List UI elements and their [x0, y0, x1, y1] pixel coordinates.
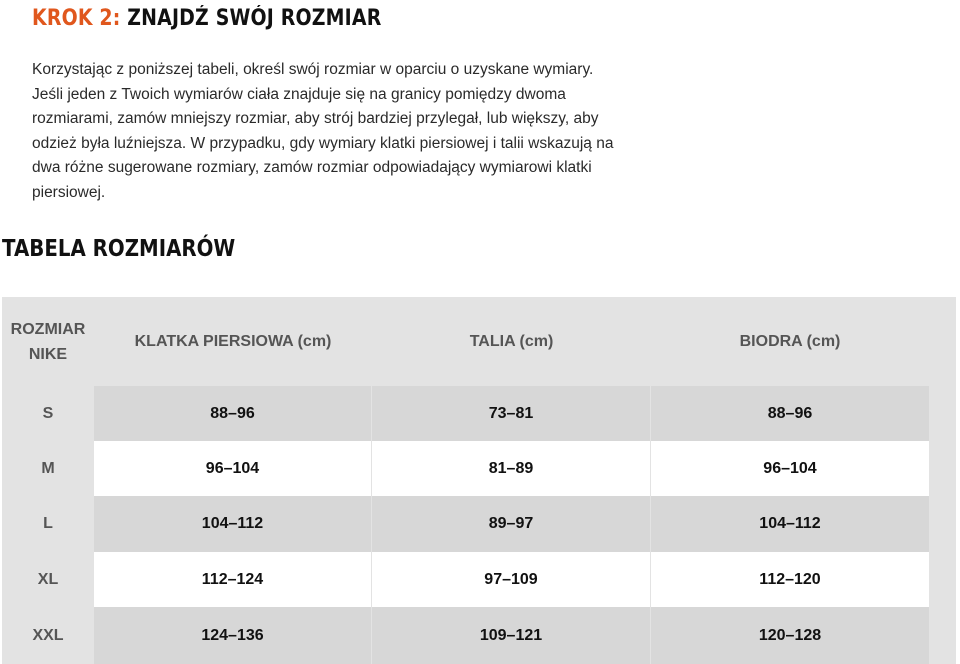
hips-cell: 120–128: [651, 607, 929, 664]
chest-cell: 88–96: [94, 386, 371, 441]
waist-cell: 81–89: [372, 441, 650, 496]
instructions-line: odzież była luźniejsza. W przypadku, gdy wymiary klatki piersiowej i talii wskazują na: [32, 134, 614, 152]
size-cell: L: [43, 515, 53, 532]
step-number: KROK 2:: [32, 6, 121, 31]
table-header-row: [2, 297, 956, 386]
hips-cell: 112–120: [651, 552, 929, 607]
table-row: [2, 496, 956, 552]
size-table: [2, 297, 956, 664]
column-header-hips: BIODRA (cm): [739, 332, 841, 350]
waist-cell: 109–121: [372, 607, 650, 664]
table-row: [2, 552, 956, 607]
instructions-line: dwa różne sugerowane rozmiary, zamów rozmiar odpowiadający wymiarowi klatki: [32, 159, 592, 177]
chest-cell: 96–104: [94, 441, 371, 496]
table-row: [2, 607, 956, 664]
size-cell: XXL: [32, 626, 64, 644]
instructions-line: piersiowej.: [32, 183, 106, 201]
instructions-paragraph: [32, 58, 652, 206]
table-row: [2, 441, 956, 496]
hips-cell: 96–104: [651, 441, 929, 496]
table-row: [2, 386, 956, 441]
size-cell: S: [42, 404, 54, 422]
column-header-waist: TALIA (cm): [469, 332, 554, 350]
instructions-line: Korzystając z poniższej tabeli, określ swój rozmiar w oparciu o uzyskane wymiary.: [32, 61, 594, 78]
column-header-size-line: NIKE: [28, 345, 68, 363]
chest-cell: 124–136: [94, 607, 371, 664]
instructions-line: Jeśli jeden z Twoich wymiarów ciała znajduje się na granicy pomiędzy dwoma: [32, 85, 566, 103]
column-header-size-line: ROZMIAR: [10, 320, 86, 338]
size-cell: M: [41, 459, 55, 477]
chest-cell: 104–112: [94, 496, 371, 552]
size-table-heading: TABELA ROZMIARÓW: [2, 236, 236, 262]
waist-cell: 89–97: [372, 496, 650, 552]
step-title: ZNAJDŹ SWÓJ ROZMIAR: [127, 6, 382, 31]
step-heading: [32, 6, 381, 31]
chest-cell: 112–124: [94, 552, 371, 607]
hips-cell: 104–112: [651, 496, 929, 552]
hips-cell: 88–96: [651, 386, 929, 441]
waist-cell: 73–81: [372, 386, 650, 441]
column-header-chest: KLATKA PIERSIOWA (cm): [134, 332, 332, 350]
column-header-size: [2, 297, 94, 386]
instructions-line: rozmiarami, zamów mniejszy rozmiar, aby strój bardziej przylegał, lub większy, aby: [32, 110, 599, 128]
size-cell: XL: [37, 570, 59, 588]
waist-cell: 97–109: [372, 552, 650, 607]
